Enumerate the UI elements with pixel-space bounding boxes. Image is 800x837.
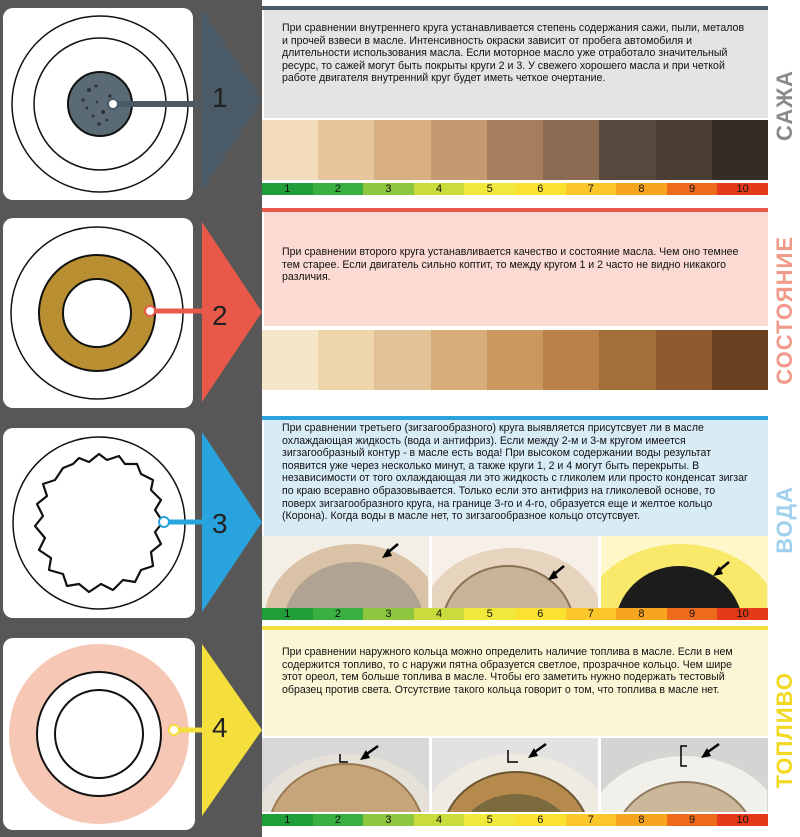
scale-mark: 1 (262, 183, 313, 195)
scale-mark: 2 (313, 183, 364, 195)
water-number: 3 (212, 508, 228, 539)
scale-mark: 1 (262, 608, 313, 620)
scale-mark: 7 (566, 183, 617, 195)
soot-scale-bar (262, 183, 768, 195)
water-description: При сравнении третьего (зигзагообразного) круга выявляется присутсвует ли в масле охлаждающая жидкость (вода и антифриз). Если между 2-м и 3-м кругом имеется зигзагообразный контур - в масле есть вода! При высоком содержании воды результат появится уже через несколько минут, а также круги 1, 2 и 4 могут быть перекрыты. В независимости от того охлаждающая ли это жидкость с гликолем или просто конденсат зигзаг по краю всеравно образовывается. Только если это антифриз на гликолевой основе, то поверх зигзагообразного круга, на границе 3-го и 4-го, образуется еще и желтое кольцо (Корона). Когда воды в масле нет, то зигзагообразное кольцо отсутсвует. (282, 422, 748, 523)
soot-diagram-panel (0, 0, 262, 208)
water-sample-photo-3 (601, 536, 768, 610)
water-text-box (264, 420, 768, 536)
scale-mark: 3 (363, 814, 414, 826)
water-scale-bar (262, 608, 768, 620)
scale-mark: 1 (262, 814, 313, 826)
scale-mark: 8 (616, 183, 667, 195)
section-soot (0, 0, 800, 208)
scale-mark: 9 (667, 814, 718, 826)
fuel-diagram-panel (0, 626, 262, 837)
scale-mark: 4 (414, 814, 465, 826)
scale-mark: 3 (363, 183, 414, 195)
water-side-label: ВОДА (772, 486, 797, 554)
condition-swatch-row (262, 330, 768, 390)
fuel-scale-bar (262, 814, 768, 826)
scale-mark: 5 (464, 608, 515, 620)
scale-mark: 3 (363, 608, 414, 620)
soot-description: При сравнении внутреннего круга устанавливается степень содержания сажи, пыли, металов и прочей взвеси в масле. Интенсивность окраски зависит от пробега автомобиля и длительности использования масла. Если моторное масло уже отработало значительный ресурс, то сажей могут быть покрыты круги 2 и 3. У свежего хорошего масла и при четкой работе двигателя внутренний круг будет иметь четкое очертание. (282, 22, 745, 85)
water-photo-row (262, 536, 768, 610)
scale-mark: 7 (566, 608, 617, 620)
water-sample-photo-2 (432, 536, 599, 610)
scale-mark: 4 (414, 183, 465, 195)
section-condition (0, 208, 800, 416)
scale-mark: 6 (515, 183, 566, 195)
condition-text-box (264, 212, 768, 326)
fuel-sample-photo-3 (601, 738, 768, 812)
scale-mark: 4 (414, 608, 465, 620)
fuel-description: При сравнении наружного кольца можно определить наличие топлива в масле. Если в нем содержится топливо, то с наружи пятна образуется светлое, прозрачное кольцо. Чем шире этот ореол, тем больше топлива в масле. Чтобы его заметить нужно подержать тестовый образец против света. Отсутствие такого кольца говорит о том, что топлива в масле нет. (282, 646, 733, 696)
scale-mark: 10 (717, 814, 768, 826)
soot-text-box (264, 10, 768, 118)
scale-mark: 5 (464, 183, 515, 195)
condition-description: При сравнении второго круга устанавливается качество и состояние масла. Чем оно темнее тем старее. Если двигатель сильно коптит, то между кругом 1 и 2 часто не видно никакого различия. (282, 246, 739, 284)
soot-side-label: САЖА (772, 69, 797, 141)
fuel-text-box (264, 630, 768, 736)
scale-mark: 5 (464, 814, 515, 826)
scale-mark: 2 (313, 608, 364, 620)
fuel-side-label: ТОПЛИВО (772, 671, 797, 789)
section-fuel (0, 626, 800, 837)
scale-mark: 9 (667, 608, 718, 620)
scale-mark: 8 (616, 608, 667, 620)
condition-diagram-panel (0, 208, 262, 416)
scale-mark: 9 (667, 183, 718, 195)
water-sample-photo-1 (262, 536, 429, 610)
soot-swatch-row (262, 120, 768, 180)
fuel-number: 4 (212, 712, 228, 743)
scale-mark: 10 (717, 608, 768, 620)
fuel-sample-photo-1 (262, 738, 429, 812)
condition-number: 2 (212, 300, 228, 331)
fuel-sample-photo-2 (432, 738, 599, 812)
fuel-photo-row (262, 738, 768, 812)
water-diagram-panel (0, 416, 262, 626)
scale-mark: 2 (313, 814, 364, 826)
condition-side-label: СОСТОЯНИЕ (772, 235, 797, 385)
soot-number: 1 (212, 82, 228, 113)
scale-mark: 7 (566, 814, 617, 826)
scale-mark: 6 (515, 814, 566, 826)
section-water (0, 416, 800, 626)
scale-mark: 10 (717, 183, 768, 195)
scale-mark: 8 (616, 814, 667, 826)
scale-mark: 6 (515, 608, 566, 620)
